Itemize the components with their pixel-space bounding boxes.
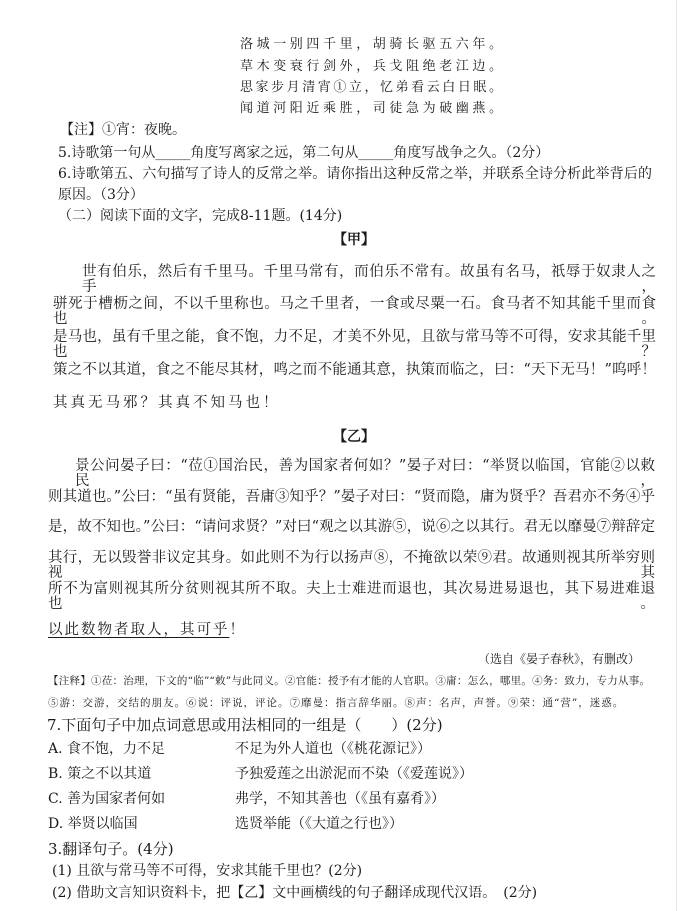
option-left: C. 善为国家者何如 [48, 791, 166, 807]
passage-line: 景公问晏子曰：“莅①国治民，善为国家者何如？”晏子对曰：“举贤以临国，官能②以敕民， [75, 458, 655, 489]
annotation-line: 【注释】①莅：治理，下文的“临”“敕”与此同义。②官能：授予有才能的人官职。③庸：怎么，哪里。④务：致力，专力从事。 [48, 675, 650, 687]
page-edge [676, 0, 677, 911]
option-left: B. 策之不以其道 [48, 766, 152, 782]
section-heading: （二）阅读下面的文字，完成8-11题。(14分) [58, 208, 343, 224]
poem-line: 洛城一别四千里，胡骑长驱五六年。 [240, 37, 502, 52]
poem-note: 【注】①宵：夜晚。 [60, 122, 186, 138]
option-right: 弗学，不知其善也（《虽有嘉肴》） [235, 791, 445, 807]
poem-line: 思家步月清宵①立，忆弟看云白日眠。 [240, 80, 502, 95]
passage-line: 骈死于槽枥之间，不以千里称也。马之千里者，一食或尽粟一石。食马者不知其能千里而食也。 [53, 296, 656, 327]
passage-line: 其行，无以毁誉非议定其身。如此则不为行以扬声⑧，不掩欲以荣⑨君。故通则视其所举穷则视其 [48, 550, 655, 581]
underlined-sentence: 以此数物者取人，其可乎 [48, 622, 230, 638]
question-5: 5.诗歌第一句从_____角度写离家之远，第二句从_____角度写战争之久。（2分） [58, 145, 550, 161]
passage-line: 策之不以其道，食之不能尽其材，鸣之而不能通其意，执策而临之，曰：“天下无马！”呜呼！ [53, 362, 656, 378]
poem-line: 闻道河阳近乘胜，司徒急为破幽燕。 [240, 101, 502, 116]
passage-jia-heading: 【甲】 [333, 232, 375, 248]
poem-line: 草木变衰行剑外，兵戈阻绝老江边。 [240, 59, 502, 74]
question-6: 6.诗歌第五、六句描写了诗人的反常之举。请你指出这种反常之举，并联系全诗分析此举背后的 [58, 166, 652, 182]
punctuation: ！ [229, 622, 246, 638]
option-right: 选贤举能（《大道之行也》） [235, 816, 403, 832]
question-8: 3.翻译句子。(4分) [48, 840, 174, 858]
passage-last-line [48, 623, 246, 638]
question-8-item: (1) 且欲与常马等不可得，安求其能千里也？(2分) [52, 863, 363, 879]
annotation-line: ⑤游：交游，交结的朋友。⑥说：评说，评论。⑦靡曼：指言辞华丽。⑧声：名声，声誉。⑨荣：通“营”，迷惑。 [48, 697, 625, 709]
passage-line: 世有伯乐，然后有千里马。千里马常有，而伯乐不常有。故虽有名马，祇辱于奴隶人之手， [82, 264, 656, 295]
passage-line: 是，故不知也。”公曰：“请问求贤？”对曰“观之以其游⑤，说⑥之以其行。君无以靡曼⑦辩辞定 [48, 519, 655, 535]
passage-line: 所不为富则视其所分贫则视其所不取。夫上士难进而退也，其次易进易退也，其下易进难退也。 [48, 581, 655, 612]
passage-line: 是马也，虽有千里之能，食不饱，力不足，才美不外见，且欲与常马等不可得，安求其能千里也？ [53, 329, 656, 360]
passage-yi-heading: 【乙】 [333, 429, 375, 445]
option-left: D. 举贤以临国 [48, 816, 138, 832]
option-right: 予独爱莲之出淤泥而不染（《爱莲说》） [235, 766, 473, 782]
question-7: 7.下面句子中加点词意思或用法相同的一组是（ ）(2分) [47, 716, 443, 734]
question-8-item: (2) 借助文言知识资料卡，把【乙】文中画横线的句子翻译成现代汉语。 (2分) [52, 885, 538, 901]
source-citation: （选自《晏子春秋》，有删改） [478, 652, 641, 666]
passage-line: 则其道也。”公曰：“虽有贤能，吾庸③知乎？”晏子对曰：“贤而隐，庸为贤乎？吾君亦不务④乎 [48, 489, 655, 505]
option-right: 不足为外人道也（《桃花源记》） [235, 741, 431, 757]
question-6-cont: 原因。（3分） [58, 187, 144, 203]
option-left: A. 食不饱，力不足 [48, 741, 166, 757]
passage-line: 其真无马邪？其真不知马也！ [53, 395, 281, 411]
